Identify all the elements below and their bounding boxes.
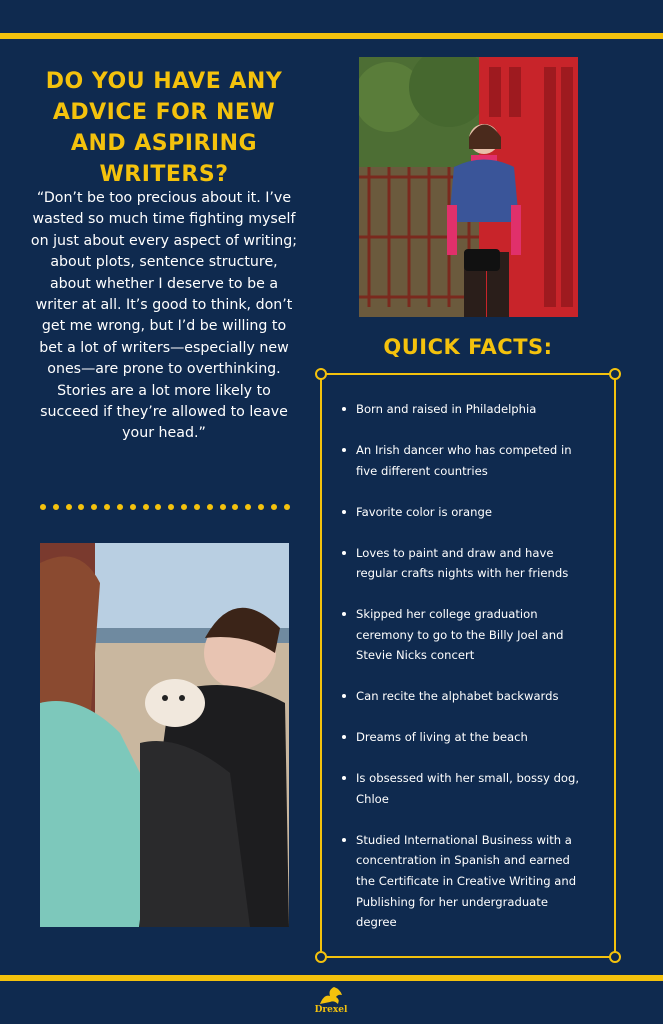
drexel-logo (313, 986, 349, 1022)
fact-item: Is obsessed with her small, bossy dog, Chloe (356, 768, 586, 809)
dotted-divider (40, 502, 290, 512)
fact-item: Studied International Business with a concentration in Spanish and earned the Certificate in Creative Writing and Publishing for her undergraduate degree (356, 830, 586, 933)
fact-item: An Irish dancer who has competed in five different countries (356, 440, 586, 481)
corner-ornament (315, 368, 327, 380)
quick-facts-box (320, 373, 616, 958)
fact-item: Born and raised in Philadelphia (356, 399, 586, 420)
fact-item: Loves to paint and draw and have regular crafts nights with her friends (356, 543, 586, 584)
corner-ornament (609, 368, 621, 380)
corner-ornament (315, 951, 327, 963)
bottom-rule (0, 975, 663, 981)
fact-item: Can recite the alphabet backwards (356, 686, 586, 707)
advice-quote: “Don’t be too precious about it. I’ve wasted so much time fighting myself on just about every aspect of writing; about plots, sentence structure, about whether I deserve to be a writer at all. It’s good to think, don’t get me wrong, but I’d be willing to bet a lot of writers—especially new ones—are prone to overthinking. Stories are a lot more likely to succeed if they’re allowed to leave your head.” (30, 190, 298, 442)
photo-phone-booth (359, 57, 578, 317)
photo-beach-dog (40, 543, 289, 927)
fact-item: Skipped her college graduation ceremony to go to the Billy Joel and Stevie Nicks concert (356, 604, 586, 666)
quick-facts-list (356, 399, 586, 953)
quick-facts-title: QUICK FACTS: (383, 335, 553, 359)
dragon-icon (318, 986, 344, 1006)
fact-item: Dreams of living at the beach (356, 727, 586, 748)
advice-heading: DO YOU HAVE ANY ADVICE FOR NEW AND ASPIRING WRITERS? (45, 69, 283, 187)
corner-ornament (609, 951, 621, 963)
top-rule (0, 33, 663, 39)
drexel-logo-text: Drexel (314, 1005, 348, 1015)
fact-item: Favorite color is orange (356, 502, 586, 523)
